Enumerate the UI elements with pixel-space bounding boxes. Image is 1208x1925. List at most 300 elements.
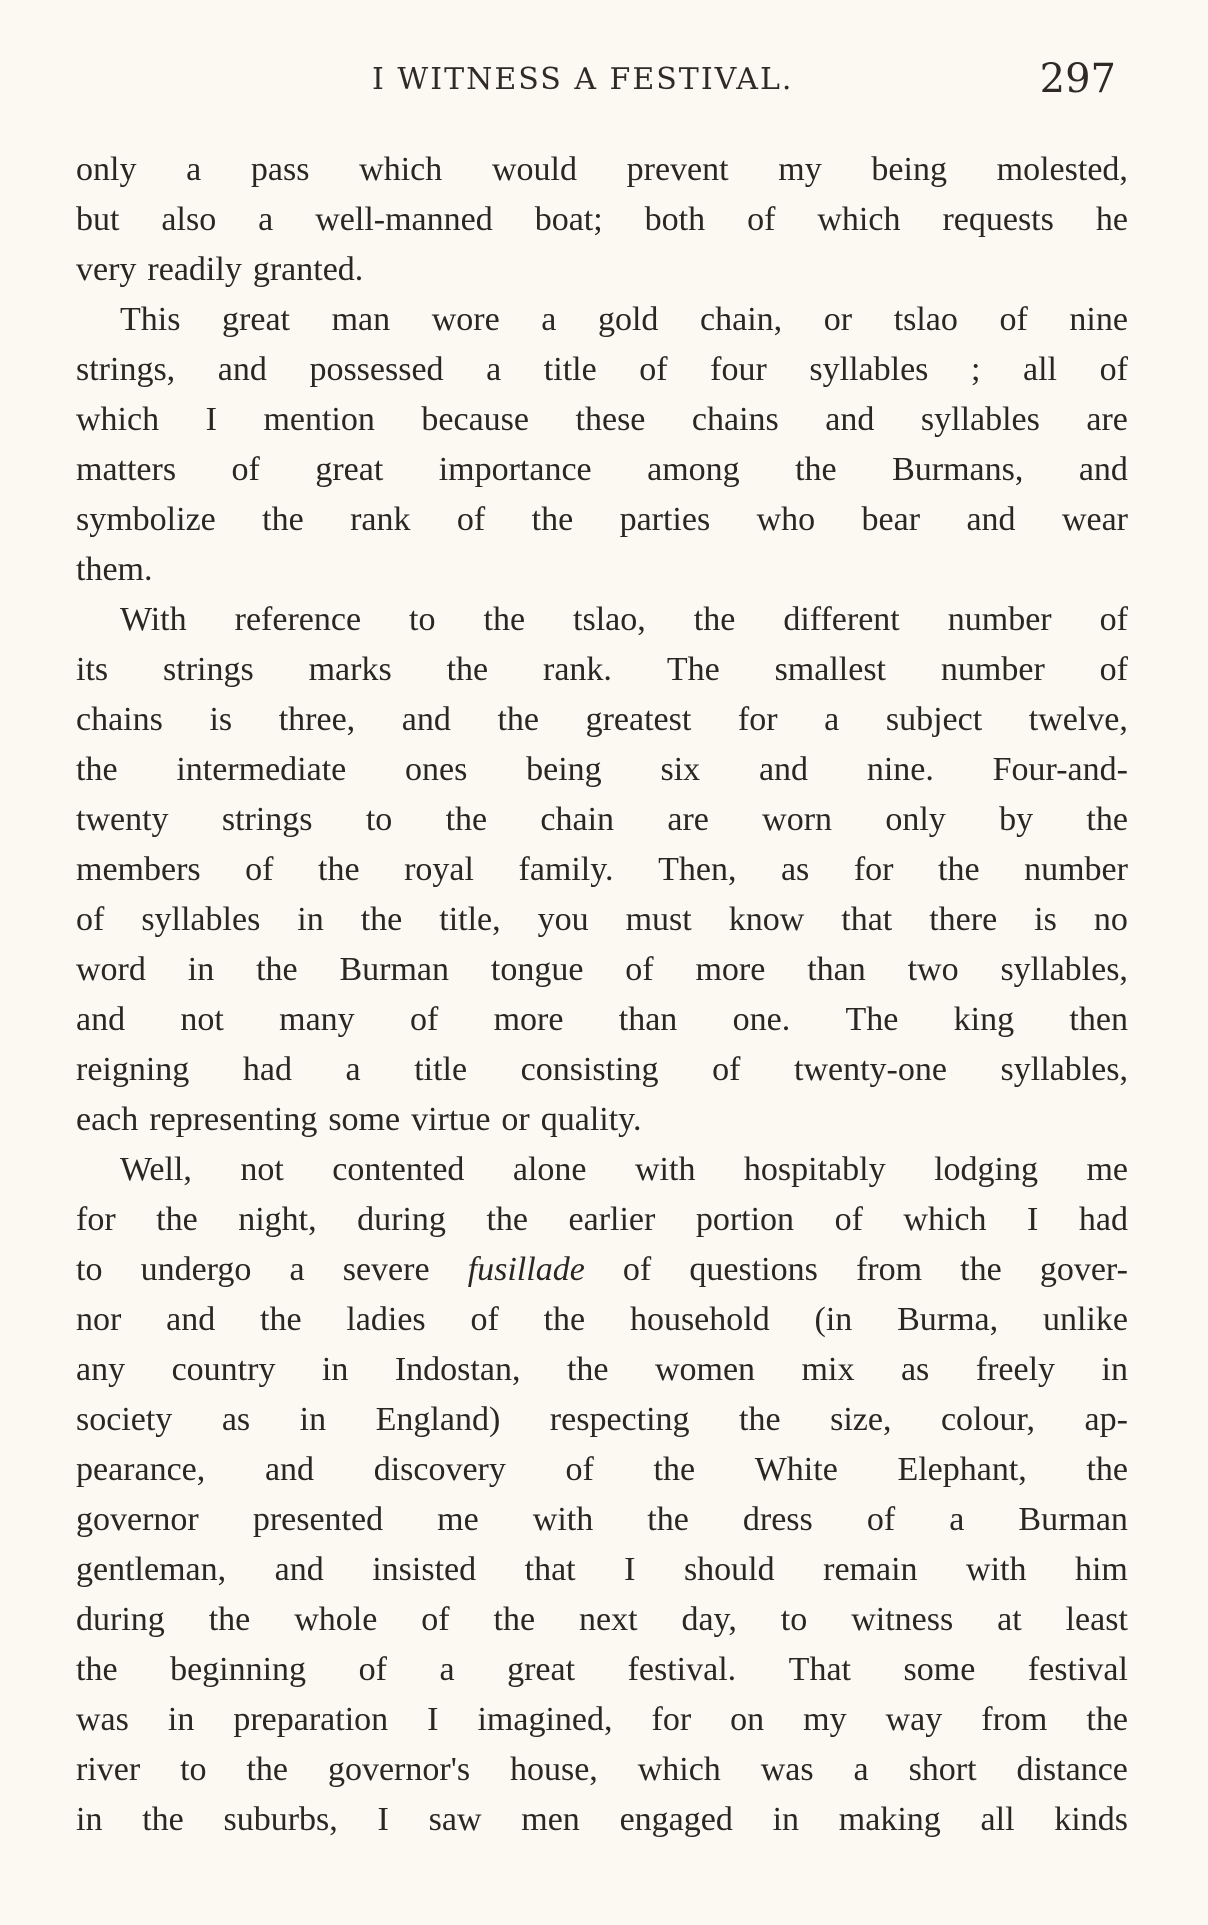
- word: in: [772, 1801, 800, 1838]
- word: readily: [147, 251, 242, 288]
- word: as: [780, 851, 810, 888]
- word: and: [401, 701, 451, 738]
- word: all: [980, 1801, 1015, 1838]
- word: the: [1086, 801, 1128, 838]
- word: the: [156, 1201, 198, 1238]
- word: for: [737, 701, 778, 738]
- word: that: [524, 1551, 576, 1588]
- word: of: [712, 1051, 741, 1088]
- word: the: [693, 601, 736, 638]
- word: granted.: [252, 251, 364, 288]
- word: I: [1027, 1201, 1039, 1238]
- word: prevent: [626, 151, 729, 188]
- text-line: [76, 1095, 1128, 1145]
- word: from: [981, 1701, 1048, 1738]
- word: who: [756, 501, 816, 538]
- word: undergo: [140, 1251, 252, 1288]
- word: twenty-one: [794, 1051, 947, 1088]
- word: Burmans,: [892, 451, 1024, 488]
- word: of: [470, 1301, 499, 1338]
- word: and: [264, 1451, 315, 1488]
- word: saw: [428, 1801, 482, 1838]
- word: rank: [350, 501, 411, 538]
- word: tslao,: [573, 601, 646, 638]
- word: matters: [76, 451, 177, 488]
- word: With: [120, 601, 187, 638]
- word: to: [180, 1751, 207, 1788]
- word: distance: [1016, 1751, 1128, 1788]
- word: which: [76, 401, 160, 438]
- word: not: [240, 1151, 284, 1188]
- word: worn: [762, 801, 833, 838]
- word: strings: [163, 651, 254, 688]
- word: in: [76, 1801, 103, 1838]
- word: making: [838, 1801, 941, 1838]
- word: as: [900, 1351, 930, 1388]
- word: very: [76, 251, 137, 288]
- word: which: [903, 1201, 987, 1238]
- word: are: [667, 801, 709, 838]
- word: and: [825, 401, 875, 438]
- word: portion: [695, 1201, 795, 1238]
- word: molested,: [996, 151, 1128, 188]
- word: a: [853, 1751, 869, 1788]
- word: governor's: [327, 1751, 471, 1788]
- word: of: [625, 951, 654, 988]
- word: also: [161, 201, 217, 238]
- word: reference: [234, 601, 362, 638]
- word: I: [624, 1551, 636, 1588]
- text-line: [76, 295, 1128, 345]
- word: severe: [342, 1251, 430, 1288]
- word: syllables: [809, 351, 929, 388]
- word: wore: [431, 301, 500, 338]
- word: of: [834, 1201, 863, 1238]
- word: governor: [76, 1501, 199, 1538]
- word: presented: [252, 1501, 384, 1538]
- word: the: [543, 1301, 586, 1338]
- word: Burman: [339, 951, 450, 988]
- word: is: [209, 701, 233, 738]
- word: Burman: [1018, 1501, 1128, 1538]
- word: syllables,: [1000, 1051, 1128, 1088]
- word: for: [651, 1701, 692, 1738]
- word: insisted: [372, 1551, 477, 1588]
- word: England): [375, 1401, 501, 1438]
- text-line: [76, 1545, 1128, 1595]
- word: should: [683, 1551, 775, 1588]
- word: with: [966, 1551, 1027, 1588]
- word: gold: [597, 301, 659, 338]
- text-line: [76, 595, 1128, 645]
- text-line: [76, 745, 1128, 795]
- word: than: [618, 1001, 678, 1038]
- word: a: [439, 1651, 455, 1688]
- word: was: [760, 1751, 814, 1788]
- text-line: [76, 1295, 1128, 1345]
- word: Four-and-: [992, 751, 1128, 788]
- word: of: [245, 851, 274, 888]
- word: and: [1078, 451, 1128, 488]
- text-line: [76, 895, 1128, 945]
- word: alone: [512, 1151, 587, 1188]
- text-line: [76, 1595, 1128, 1645]
- word: being: [526, 751, 602, 788]
- word: and: [758, 751, 809, 788]
- word: festival: [1027, 1651, 1128, 1688]
- word: house,: [509, 1751, 598, 1788]
- word: subject: [885, 701, 983, 738]
- word: well-manned: [315, 201, 493, 238]
- word: during: [357, 1201, 446, 1238]
- word: both: [644, 201, 706, 238]
- word: river: [76, 1751, 141, 1788]
- word: ladies: [346, 1301, 426, 1338]
- body-text: [76, 145, 1128, 1845]
- word: a: [541, 301, 557, 338]
- word: day,: [681, 1601, 737, 1638]
- word: greatest: [585, 701, 692, 738]
- word: boat;: [534, 201, 603, 238]
- text-line: [76, 245, 1128, 295]
- word: and: [274, 1551, 324, 1588]
- word: men: [521, 1801, 580, 1838]
- word: and: [217, 351, 267, 388]
- word: mention: [263, 401, 375, 438]
- word: during: [76, 1601, 165, 1638]
- word: unlike: [1042, 1301, 1128, 1338]
- word: that: [841, 901, 893, 938]
- word: I: [377, 1801, 389, 1838]
- word: great: [222, 301, 290, 338]
- word: The: [666, 651, 720, 688]
- word: and: [166, 1301, 216, 1338]
- page-number: 297: [1039, 56, 1116, 102]
- text-line: [76, 845, 1128, 895]
- word: country: [171, 1351, 276, 1388]
- word: respecting: [549, 1401, 690, 1438]
- word: any: [76, 1351, 126, 1388]
- word: and: [76, 1001, 126, 1038]
- word: The: [845, 1001, 899, 1038]
- word: great: [507, 1651, 576, 1688]
- word: which: [637, 1751, 721, 1788]
- word: preparation: [233, 1701, 389, 1738]
- word: word: [76, 951, 146, 988]
- word: the: [76, 751, 118, 788]
- word: one.: [732, 1001, 791, 1038]
- word: man: [331, 301, 391, 338]
- word: marks: [308, 651, 392, 688]
- text-line: [76, 1645, 1128, 1695]
- word: in: [321, 1351, 349, 1388]
- word: requests: [942, 201, 1054, 238]
- running-head: I WITNESS A FESTIVAL.: [372, 62, 794, 97]
- word: being: [871, 151, 947, 188]
- word: all: [1023, 351, 1057, 388]
- text-line: [76, 545, 1128, 595]
- text-line: [76, 145, 1128, 195]
- text-line: [76, 445, 1128, 495]
- word: next: [578, 1601, 638, 1638]
- word: of: [622, 1251, 652, 1288]
- word: more: [493, 1001, 564, 1038]
- word: a: [486, 351, 502, 388]
- word: there: [929, 901, 998, 938]
- text-line: [76, 1245, 1128, 1295]
- word: which: [359, 151, 443, 188]
- text-line: [76, 645, 1128, 695]
- word: household: [629, 1301, 770, 1338]
- word: lodging: [934, 1151, 1038, 1188]
- word: the: [960, 1251, 1002, 1288]
- word: tongue: [490, 951, 584, 988]
- word: me: [1086, 1151, 1128, 1188]
- word: the: [739, 1401, 781, 1438]
- word: is: [1034, 901, 1057, 938]
- word: pass: [250, 151, 310, 188]
- word: them.: [76, 551, 153, 588]
- text-line: [76, 1445, 1128, 1495]
- word: a: [345, 1051, 361, 1088]
- word: the: [208, 1601, 251, 1638]
- word: at: [997, 1601, 1022, 1638]
- word: the: [653, 1451, 696, 1488]
- word: a: [289, 1251, 305, 1288]
- text-line: [76, 395, 1128, 445]
- word: more: [695, 951, 766, 988]
- word: ap-: [1084, 1401, 1128, 1438]
- word: him: [1074, 1551, 1128, 1588]
- text-line: [76, 1395, 1128, 1445]
- word: the: [647, 1501, 689, 1538]
- word: the: [1086, 1451, 1128, 1488]
- word: but: [76, 201, 120, 238]
- word: these: [575, 401, 646, 438]
- word: consisting: [520, 1051, 659, 1088]
- word: I: [205, 401, 217, 438]
- word: suburbs,: [223, 1801, 338, 1838]
- word: royal: [404, 851, 474, 888]
- word: representing: [149, 1101, 318, 1138]
- word: of: [231, 451, 260, 488]
- text-line: [76, 1695, 1128, 1745]
- text-line: [76, 195, 1128, 245]
- word: each: [76, 1101, 139, 1138]
- word: tslao: [893, 301, 958, 338]
- word: the: [262, 501, 304, 538]
- word: of: [409, 1001, 439, 1038]
- word: because: [421, 401, 530, 438]
- word: the: [566, 1351, 609, 1388]
- word: remain: [823, 1551, 918, 1588]
- word: of: [1099, 351, 1128, 388]
- word: only: [76, 151, 137, 188]
- text-line: [76, 1795, 1128, 1845]
- word: a: [258, 201, 274, 238]
- text-line: [76, 495, 1128, 545]
- word: with: [635, 1151, 696, 1188]
- text-line: [76, 995, 1128, 1045]
- word: whole: [294, 1601, 378, 1638]
- word: the: [446, 651, 489, 688]
- word: the: [497, 701, 540, 738]
- word: discovery: [373, 1451, 506, 1488]
- word: only: [885, 801, 946, 838]
- word: must: [625, 901, 692, 938]
- word: among: [647, 451, 740, 488]
- word: dress: [742, 1501, 813, 1538]
- text-line: [76, 345, 1128, 395]
- word: the: [483, 601, 526, 638]
- word: of: [76, 901, 105, 938]
- word: symbolize: [76, 501, 216, 538]
- word: me: [437, 1501, 479, 1538]
- word: hospitably: [743, 1151, 886, 1188]
- word: engaged: [619, 1801, 733, 1838]
- text-line: [76, 1345, 1128, 1395]
- word: strings,: [76, 351, 176, 388]
- word: number: [1024, 851, 1128, 888]
- word: three,: [278, 701, 356, 738]
- word: size,: [830, 1401, 892, 1438]
- word: nine.: [866, 751, 934, 788]
- word: of: [999, 301, 1028, 338]
- word: way: [885, 1701, 943, 1738]
- word: to: [365, 801, 393, 838]
- word: chain,: [700, 301, 783, 338]
- word: the: [360, 901, 403, 938]
- word: the: [256, 951, 298, 988]
- word: rank.: [543, 651, 612, 688]
- word: freely: [975, 1351, 1056, 1388]
- word: of: [1099, 651, 1128, 688]
- word: of: [747, 201, 776, 238]
- word: Then,: [658, 851, 737, 888]
- word: gover-: [1039, 1251, 1128, 1288]
- word: chains: [691, 401, 779, 438]
- word: of: [639, 351, 668, 388]
- word: the: [445, 801, 488, 838]
- word: than: [807, 951, 866, 988]
- word: reigning: [76, 1051, 190, 1088]
- word: from: [855, 1251, 923, 1288]
- text-line: [76, 1145, 1128, 1195]
- word: women: [654, 1351, 756, 1388]
- word: he: [1095, 201, 1128, 238]
- word: parties: [619, 501, 711, 538]
- word: some: [903, 1651, 976, 1688]
- word: a: [824, 701, 840, 738]
- word: imagined,: [477, 1701, 613, 1738]
- word: the: [76, 1651, 118, 1688]
- word: to: [76, 1251, 103, 1288]
- word: strings: [221, 801, 313, 838]
- word: are: [1086, 401, 1128, 438]
- word: a: [949, 1501, 965, 1538]
- word: in: [167, 1701, 195, 1738]
- text-line: [76, 1195, 1128, 1245]
- word: a: [186, 151, 202, 188]
- word: ones: [405, 751, 468, 788]
- word: the: [142, 1801, 184, 1838]
- text-line: [76, 1495, 1128, 1545]
- word: you: [537, 901, 589, 938]
- word: twenty: [76, 801, 169, 838]
- word: witness: [851, 1601, 954, 1638]
- word: colour,: [940, 1401, 1035, 1438]
- italic-word: fusillade: [467, 1251, 585, 1288]
- word: its: [76, 651, 109, 688]
- word: to: [409, 601, 436, 638]
- word: by: [999, 801, 1034, 838]
- word: great: [315, 451, 384, 488]
- word: my: [803, 1701, 847, 1738]
- word: of: [866, 1501, 896, 1538]
- word: number: [940, 651, 1045, 688]
- word: with: [532, 1501, 594, 1538]
- word: virtue: [411, 1101, 491, 1138]
- text-line: [76, 795, 1128, 845]
- word: night,: [238, 1201, 317, 1238]
- word: had: [1078, 1201, 1128, 1238]
- word: earlier: [568, 1201, 656, 1238]
- word: or: [823, 301, 853, 338]
- word: of: [456, 501, 486, 538]
- word: to: [780, 1601, 808, 1638]
- word: wear: [1061, 501, 1128, 538]
- word: not: [180, 1001, 224, 1038]
- word: mix: [801, 1351, 855, 1388]
- word: White: [754, 1451, 838, 1488]
- word: of: [358, 1651, 387, 1688]
- word: nine: [1069, 301, 1128, 338]
- word: importance: [438, 451, 592, 488]
- word: the: [246, 1751, 289, 1788]
- word: my: [778, 151, 822, 188]
- word: the: [795, 451, 837, 488]
- word: questions: [689, 1251, 818, 1288]
- word: Burma,: [897, 1301, 999, 1338]
- word: as: [221, 1401, 251, 1438]
- word: society: [76, 1401, 173, 1438]
- word: syllables: [141, 901, 261, 938]
- word: would: [491, 151, 577, 188]
- word: contented: [332, 1151, 465, 1188]
- word: the: [260, 1301, 302, 1338]
- text-line: [76, 1045, 1128, 1095]
- word: on: [730, 1701, 765, 1738]
- word: title: [414, 1051, 468, 1088]
- word: for: [76, 1201, 116, 1238]
- word: beginning: [170, 1651, 307, 1688]
- word: Well,: [120, 1151, 192, 1188]
- word: twelve,: [1028, 701, 1128, 738]
- word: festival.: [627, 1651, 737, 1688]
- word: different: [783, 601, 900, 638]
- word: the: [493, 1601, 536, 1638]
- word: quality.: [540, 1101, 642, 1138]
- word: in: [1101, 1351, 1128, 1388]
- word: family.: [518, 851, 614, 888]
- word: the: [938, 851, 980, 888]
- word: possessed: [309, 351, 444, 388]
- word: the: [486, 1201, 528, 1238]
- word: no: [1093, 901, 1128, 938]
- word: in: [299, 1401, 327, 1438]
- word: the: [1086, 1701, 1128, 1738]
- word: Indostan,: [394, 1351, 521, 1388]
